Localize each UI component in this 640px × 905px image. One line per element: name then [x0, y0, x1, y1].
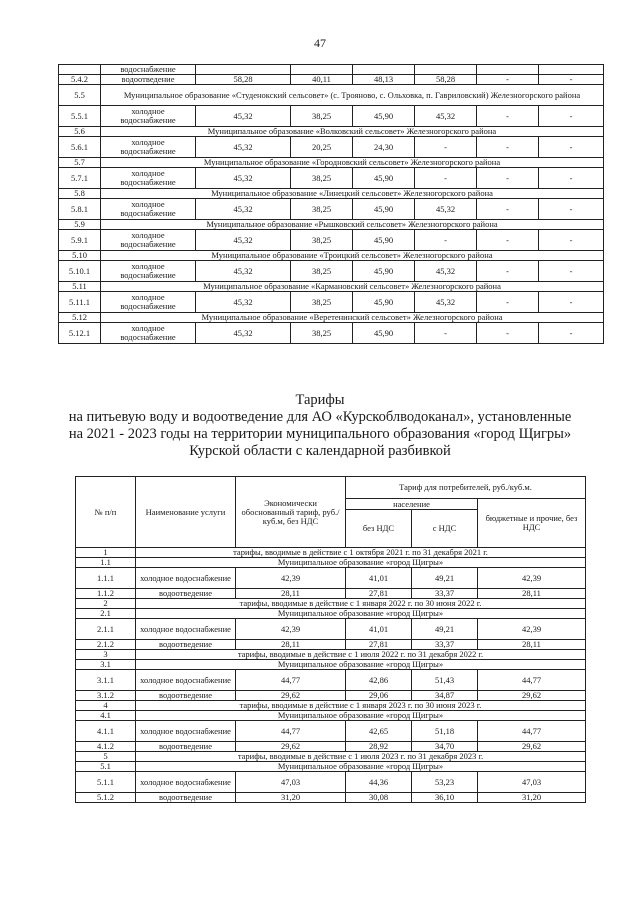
row-number: 5.1.2 — [76, 793, 136, 803]
tariff-value: 28,11 — [478, 589, 586, 599]
heading-line: на питьевую воду и водоотведение для АО «Курскоблводоканал», установленные — [68, 409, 572, 425]
row-number: 2.1 — [76, 609, 136, 619]
service-name: холодное водоснабжение — [136, 772, 236, 793]
row-number: 5.5.1 — [59, 106, 101, 127]
tariff-value: 28,11 — [478, 640, 586, 650]
row-number: 5.11 — [59, 282, 101, 292]
row-number: 5.7 — [59, 158, 101, 168]
section-title: Муниципальное образование «город Щигры» — [136, 762, 586, 772]
tariff-value: - — [477, 230, 539, 251]
tariff-value: - — [477, 106, 539, 127]
section-row — [59, 158, 604, 168]
tariff-value: - — [477, 75, 539, 85]
service-name: холодное водоснабжение — [101, 137, 196, 158]
heading-title: Тарифы — [295, 392, 345, 408]
tariff-value: - — [539, 199, 604, 220]
heading-line: на 2021 - 2023 годы на территории муниципального образования «город Щигры» — [68, 426, 572, 442]
table-row — [59, 168, 604, 189]
tariff-value: 38,25 — [291, 261, 353, 282]
section-row — [76, 711, 586, 721]
row-number: 1 — [76, 548, 136, 558]
service-name: холодное водоснабжение — [136, 568, 236, 589]
section-row — [59, 85, 604, 106]
tariff-value: 45,90 — [353, 199, 415, 220]
section-row — [76, 609, 586, 619]
section-title: Муниципальное образование «Линецкий сельсовет» Железногорского района — [101, 189, 604, 199]
tariff-table-shchigry — [75, 476, 586, 803]
section-row — [76, 599, 586, 609]
service-name: холодное водоснабжение — [101, 323, 196, 344]
tariff-value: 44,36 — [346, 772, 412, 793]
row-number: 5.8.1 — [59, 199, 101, 220]
service-name: холодное водоснабжение — [101, 199, 196, 220]
tariff-value: - — [415, 137, 477, 158]
row-number: 4.1 — [76, 711, 136, 721]
tariff-value: 45,90 — [353, 323, 415, 344]
tariff-value — [539, 65, 604, 75]
section-row — [76, 650, 586, 660]
tariff-value: 49,21 — [412, 619, 478, 640]
tariff-value: 38,25 — [291, 199, 353, 220]
service-name: водоотведение — [136, 691, 236, 701]
tariff-value: 45,32 — [196, 261, 291, 282]
section-row — [59, 220, 604, 230]
tariff-value: 45,90 — [353, 168, 415, 189]
tariff-value: 51,43 — [412, 670, 478, 691]
tariff-value: - — [539, 137, 604, 158]
row-number: 5.8 — [59, 189, 101, 199]
section-title: Муниципальное образование «Кармановский сельсовет» Железногорского района — [101, 282, 604, 292]
row-number: 4 — [76, 701, 136, 711]
service-name: холодное водоснабжение — [136, 619, 236, 640]
tariff-value — [415, 65, 477, 75]
page-number: 47 — [314, 36, 326, 50]
row-number: 5.10.1 — [59, 261, 101, 282]
tariff-value: 29,62 — [236, 742, 346, 752]
row-number: 3.1 — [76, 660, 136, 670]
section-row — [59, 282, 604, 292]
tariff-value — [291, 65, 353, 75]
table-row — [59, 137, 604, 158]
section-title: тарифы, вводимые в действие с 1 июля 2022 г. по 31 декабря 2022 г. — [136, 650, 586, 660]
section-title: Муниципальное образование «Троицкий сельсовет» Железногорского района — [101, 251, 604, 261]
tariff-value: - — [477, 137, 539, 158]
header-num: № п/п — [76, 477, 136, 548]
tariff-value: 40,11 — [291, 75, 353, 85]
tariff-value: 45,32 — [196, 230, 291, 251]
row-number: 5.9 — [59, 220, 101, 230]
tariff-value: 36,10 — [412, 793, 478, 803]
tariff-value: 44,77 — [478, 721, 586, 742]
tariff-value: 42,39 — [236, 619, 346, 640]
section-row — [76, 558, 586, 568]
tariff-heading — [40, 392, 600, 460]
row-number: 3.1.1 — [76, 670, 136, 691]
row-number: 4.1.1 — [76, 721, 136, 742]
tariff-value: 58,28 — [415, 75, 477, 85]
tariff-value: 51,18 — [412, 721, 478, 742]
tariff-value: - — [539, 230, 604, 251]
service-name: водоотведение — [136, 640, 236, 650]
tariff-value: 31,20 — [236, 793, 346, 803]
tariff-value: 28,11 — [236, 589, 346, 599]
row-number: 2.1.1 — [76, 619, 136, 640]
tariff-value: - — [539, 261, 604, 282]
section-title: тарифы, вводимые в действие с 1 января 2023 г. по 30 июня 2023 г. — [136, 701, 586, 711]
tariff-value: - — [415, 168, 477, 189]
tariff-value: 45,90 — [353, 106, 415, 127]
section-title: Муниципальное образование «город Щигры» — [136, 711, 586, 721]
header-economic-tariff: Экономически обоснованный тариф, руб./ куб.м, без НДС — [236, 477, 346, 548]
row-number: 5.12 — [59, 313, 101, 323]
tariff-value: 38,25 — [291, 323, 353, 344]
tariff-value: - — [539, 292, 604, 313]
row-number: 5.10 — [59, 251, 101, 261]
table-row — [76, 691, 586, 701]
table-row — [59, 292, 604, 313]
tariff-value: - — [539, 323, 604, 344]
tariff-value: 38,25 — [291, 292, 353, 313]
tariff-value: 24,30 — [353, 137, 415, 158]
section-row — [59, 189, 604, 199]
tariff-value — [196, 65, 291, 75]
row-number: 4.1.2 — [76, 742, 136, 752]
tariff-value: - — [539, 75, 604, 85]
header-population: население — [346, 499, 478, 510]
tariff-value: 45,90 — [353, 292, 415, 313]
row-number: 5.1 — [76, 762, 136, 772]
service-name: холодное водоснабжение — [101, 106, 196, 127]
row-number: 5.12.1 — [59, 323, 101, 344]
tariff-value: 29,62 — [478, 691, 586, 701]
service-name: холодное водоснабжение — [101, 230, 196, 251]
table-row — [76, 742, 586, 752]
row-number: 5.4.2 — [59, 75, 101, 85]
section-title: Муниципальное образование «Волковский сельсовет» Железногорского района — [101, 127, 604, 137]
section-title: тарифы, вводимые в действие с 1 октября 2021 г. по 31 декабря 2021 г. — [136, 548, 586, 558]
row-number: 5.6 — [59, 127, 101, 137]
tariff-value: 42,65 — [346, 721, 412, 742]
tariff-value: 45,32 — [415, 106, 477, 127]
tariff-value: 45,32 — [196, 323, 291, 344]
section-row — [76, 762, 586, 772]
service-name: холодное водоснабжение — [136, 721, 236, 742]
tariff-value: 41,01 — [346, 619, 412, 640]
table-row — [59, 106, 604, 127]
tariff-value: - — [477, 323, 539, 344]
row-number: 1.1.1 — [76, 568, 136, 589]
tariff-table-continued — [58, 64, 604, 344]
table-row — [59, 230, 604, 251]
row-number: 2 — [76, 599, 136, 609]
tariff-value: 34,70 — [412, 742, 478, 752]
tariff-value — [477, 65, 539, 75]
table-row — [76, 589, 586, 599]
section-row — [76, 660, 586, 670]
tariff-value: 27,81 — [346, 589, 412, 599]
header-service: Наименование услуги — [136, 477, 236, 548]
tariff-value: 53,23 — [412, 772, 478, 793]
tariff-value: 29,62 — [236, 691, 346, 701]
table-row — [76, 721, 586, 742]
section-title: тарифы, вводимые в действие с 1 июля 2023 г. по 31 декабря 2023 г. — [136, 752, 586, 762]
table-row — [76, 772, 586, 793]
tariff-value: - — [477, 168, 539, 189]
section-row — [59, 313, 604, 323]
row-number: 5.11.1 — [59, 292, 101, 313]
service-name: водоснабжение — [101, 65, 196, 75]
section-row — [76, 701, 586, 711]
section-title: Муниципальное образование «Студенокский сельсовет» (с. Трояново, с. Ольховка, п. Гавриловский) Железногорского района — [101, 85, 604, 106]
tariff-value: 28,92 — [346, 742, 412, 752]
section-row — [59, 127, 604, 137]
table-row — [76, 640, 586, 650]
tariff-value: - — [539, 106, 604, 127]
section-title: тарифы, вводимые в действие с 1 января 2022 г. по 30 июня 2022 г. — [136, 599, 586, 609]
tariff-value: 45,32 — [196, 106, 291, 127]
row-number: 3.1.2 — [76, 691, 136, 701]
section-title: Муниципальное образование «город Щигры» — [136, 609, 586, 619]
tariff-value: 45,32 — [415, 199, 477, 220]
tariff-value: 38,25 — [291, 106, 353, 127]
tariff-value: 28,11 — [236, 640, 346, 650]
tariff-value: - — [477, 261, 539, 282]
tariff-value: 45,90 — [353, 261, 415, 282]
service-name: водоотведение — [101, 75, 196, 85]
tariff-value: 33,37 — [412, 589, 478, 599]
tariff-value: 44,77 — [236, 670, 346, 691]
tariff-value: 45,32 — [196, 292, 291, 313]
tariff-value: 48,13 — [353, 75, 415, 85]
tariff-value: 45,90 — [353, 230, 415, 251]
tariff-value: 42,39 — [236, 568, 346, 589]
table-row — [76, 568, 586, 589]
service-name: водоотведение — [136, 793, 236, 803]
tariff-value: 31,20 — [478, 793, 586, 803]
service-name: холодное водоснабжение — [136, 670, 236, 691]
row-number: 5 — [76, 752, 136, 762]
table-row — [76, 619, 586, 640]
tariff-value: 44,77 — [478, 670, 586, 691]
tariff-value: 41,01 — [346, 568, 412, 589]
tariff-value: 47,03 — [236, 772, 346, 793]
table-row — [76, 670, 586, 691]
row-number — [59, 65, 101, 75]
tariff-value: - — [477, 292, 539, 313]
row-number: 5.9.1 — [59, 230, 101, 251]
tariff-value: 47,03 — [478, 772, 586, 793]
table-row — [76, 793, 586, 803]
header-consumer-tariff: Тариф для потребителей, руб./куб.м. — [346, 477, 586, 499]
tariff-value: 42,86 — [346, 670, 412, 691]
table-row — [59, 261, 604, 282]
row-number: 3 — [76, 650, 136, 660]
tariff-value: 58,28 — [196, 75, 291, 85]
section-row — [76, 548, 586, 558]
header-no-vat: без НДС — [346, 510, 412, 548]
table-row — [59, 199, 604, 220]
tariff-value: 29,62 — [478, 742, 586, 752]
row-number: 1.1.2 — [76, 589, 136, 599]
tariff-value: 44,77 — [236, 721, 346, 742]
table-row — [59, 75, 604, 85]
tariff-value: 45,32 — [196, 168, 291, 189]
table-row — [59, 65, 604, 75]
section-row — [76, 752, 586, 762]
row-number: 1.1 — [76, 558, 136, 568]
table-row — [59, 323, 604, 344]
section-title: Муниципальное образование «город Щигры» — [136, 660, 586, 670]
heading-line: Курской области с календарной разбивкой — [189, 443, 451, 459]
tariff-value: 20,25 — [291, 137, 353, 158]
tariff-value: 30,08 — [346, 793, 412, 803]
tariff-value — [353, 65, 415, 75]
tariff-value: - — [477, 199, 539, 220]
row-number: 5.7.1 — [59, 168, 101, 189]
tariff-value: 34,87 — [412, 691, 478, 701]
service-name: водоотведение — [136, 589, 236, 599]
tariff-value: 49,21 — [412, 568, 478, 589]
service-name: водоотведение — [136, 742, 236, 752]
service-name: холодное водоснабжение — [101, 292, 196, 313]
section-title: Муниципальное образование «Рышковский сельсовет» Железногорского района — [101, 220, 604, 230]
tariff-value: - — [415, 323, 477, 344]
header-with-vat: с НДС — [412, 510, 478, 548]
row-number: 5.6.1 — [59, 137, 101, 158]
tariff-value: 33,37 — [412, 640, 478, 650]
section-row — [59, 251, 604, 261]
tariff-value: 45,32 — [415, 261, 477, 282]
tariff-value: 38,25 — [291, 230, 353, 251]
section-title: Муниципальное образование «Веретенинский сельсовет» Железногорского района — [101, 313, 604, 323]
tariff-value: 42,39 — [478, 568, 586, 589]
tariff-value: 45,32 — [415, 292, 477, 313]
tariff-value: - — [415, 230, 477, 251]
tariff-value: 29,06 — [346, 691, 412, 701]
tariff-value: 42,39 — [478, 619, 586, 640]
section-title: Муниципальное образование «город Щигры» — [136, 558, 586, 568]
tariff-value: 45,32 — [196, 199, 291, 220]
header-budget: бюджетные и прочие, без НДС — [478, 499, 586, 548]
tariff-value: 45,32 — [196, 137, 291, 158]
row-number: 5.1.1 — [76, 772, 136, 793]
tariff-value: 27,81 — [346, 640, 412, 650]
service-name: холодное водоснабжение — [101, 261, 196, 282]
service-name: холодное водоснабжение — [101, 168, 196, 189]
row-number: 2.1.2 — [76, 640, 136, 650]
tariff-value: 38,25 — [291, 168, 353, 189]
tariff-value: - — [539, 168, 604, 189]
row-number: 5.5 — [59, 85, 101, 106]
section-title: Муниципальное образование «Городновский сельсовет» Железногорского района — [101, 158, 604, 168]
